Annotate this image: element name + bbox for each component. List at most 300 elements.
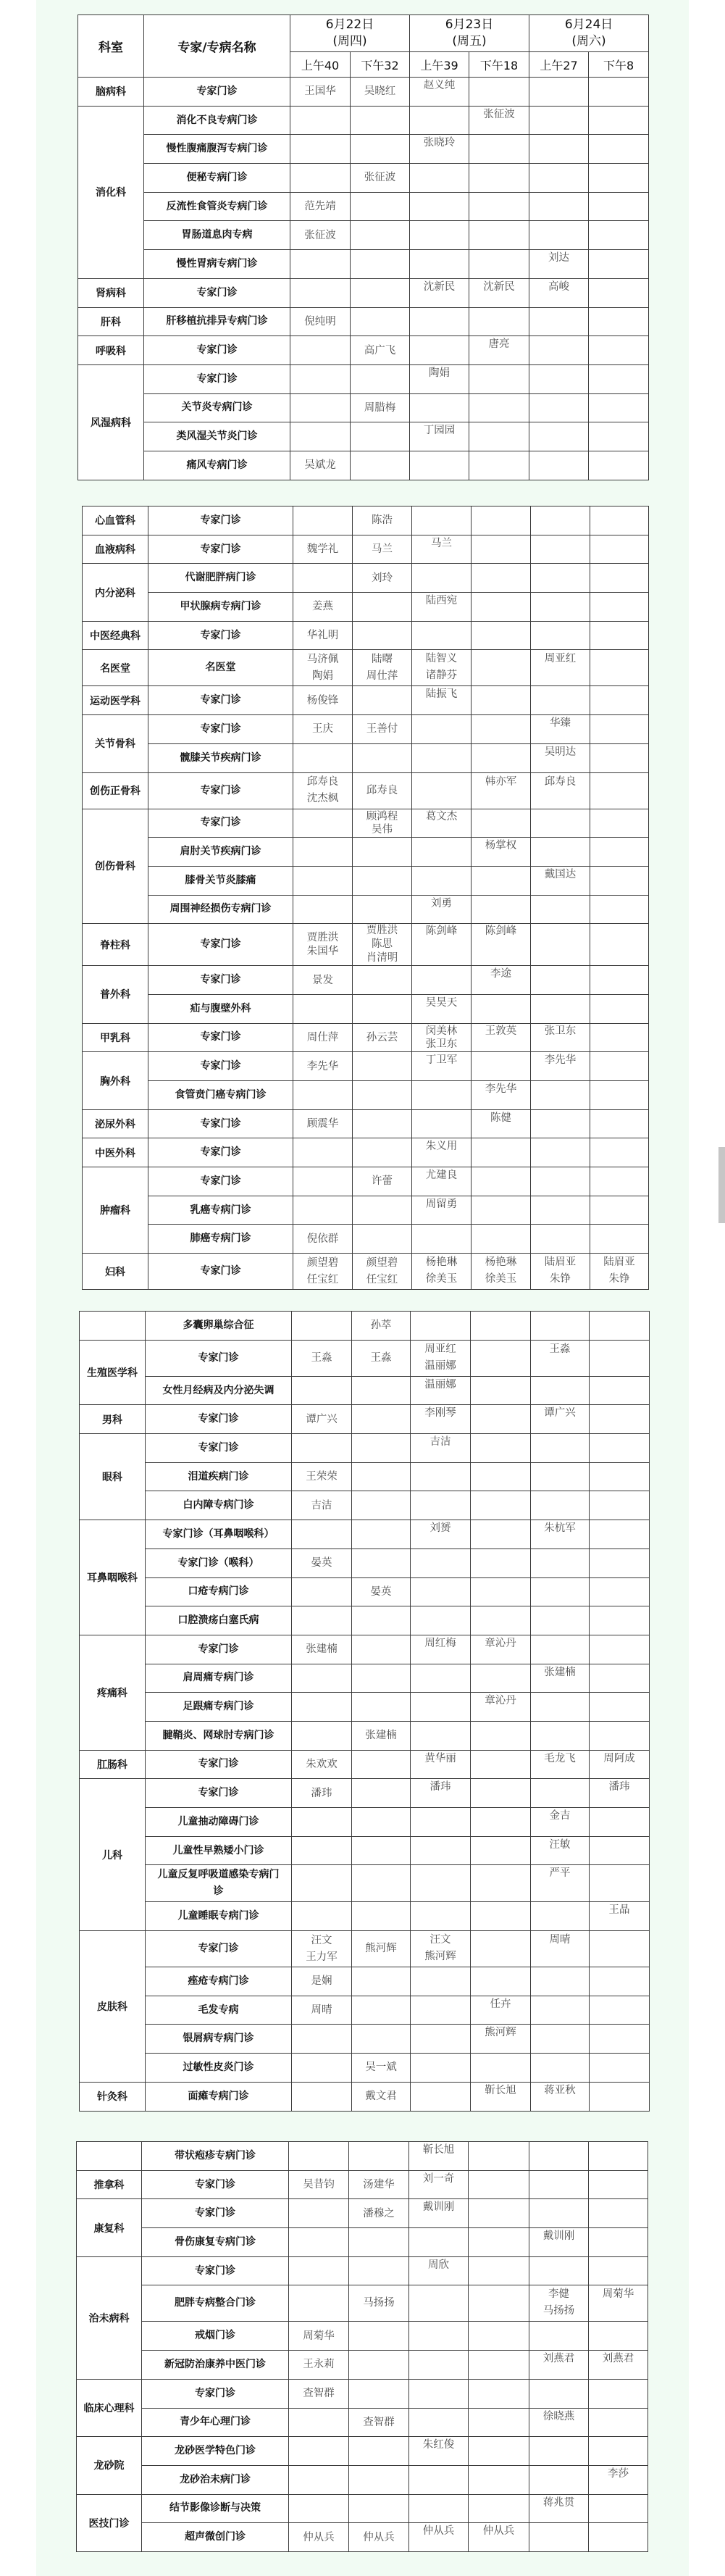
slot-sat-pm	[590, 1023, 649, 1052]
slot-fri-am	[412, 809, 472, 838]
slot-thu-pm	[351, 364, 410, 393]
table-row	[77, 2437, 648, 2466]
clinic-name-cell: 代谢肥胖病门诊	[148, 564, 293, 593]
slot-thu-am	[292, 1902, 352, 1931]
header-dept: 科室	[78, 15, 144, 78]
slot-sat-am	[529, 364, 589, 393]
slot-thu-pm	[353, 1196, 412, 1225]
clinic-name-cell: 慢性腹痛腹泻专病门诊	[144, 135, 290, 164]
clinic-name-cell: 专家门诊	[148, 1138, 293, 1167]
doctor-name: 仲从兵	[422, 2525, 455, 2538]
doctor-name: 丁卫军	[425, 1054, 458, 1067]
table-row	[83, 621, 649, 650]
schedule-block-4	[76, 2141, 648, 2552]
table-row	[78, 451, 649, 480]
slot-sat-pm	[590, 1225, 649, 1254]
slot-fri-am	[412, 895, 472, 924]
doctor-name: 晏英	[311, 1557, 332, 1570]
doctor-name: 顾震华	[306, 1118, 339, 1130]
doctor-name: 孙萃	[370, 1320, 392, 1332]
slot-sat-pm	[590, 1254, 649, 1290]
doctor-name: 闵美林	[425, 1025, 458, 1037]
doctor-name: 吴斌龙	[304, 459, 336, 472]
slot-thu-am	[289, 2170, 349, 2199]
clinic-name-cell: 新冠防治康养中医门诊	[142, 2351, 289, 2380]
table-row	[80, 1693, 650, 1722]
doctor-name: 徐晓燕	[542, 2410, 575, 2422]
slot-fri-pm	[472, 866, 531, 895]
slot-sat-pm	[589, 278, 649, 307]
slot-thu-am	[293, 715, 353, 744]
slot-fri-pm	[472, 621, 531, 650]
dept-cell: 血液病科	[83, 535, 148, 564]
dept-cell: 男科	[80, 1405, 146, 1434]
doctor-name: 陈剑峰	[425, 925, 458, 938]
slot-sat-pm	[590, 1635, 650, 1664]
doctor-name: 范先靖	[304, 201, 336, 213]
slot-thu-pm	[349, 2465, 409, 2494]
slot-sat-pm	[590, 1693, 650, 1722]
schedule-block-3	[79, 1311, 649, 2112]
slot-sat-am	[531, 621, 590, 650]
slot-thu-am	[293, 838, 353, 867]
slot-sat-am	[531, 1931, 590, 1967]
dept-cell: 针灸科	[80, 2082, 146, 2111]
slot-thu-pm	[351, 393, 410, 422]
doctor-name: 陶娟	[429, 367, 450, 379]
doctor-name: 周晴	[549, 1934, 571, 1946]
doctor-name: 潘玮	[311, 1787, 332, 1799]
clinic-name-cell: 毛发专病	[146, 1996, 292, 2025]
slot-sat-am	[529, 2228, 589, 2257]
slot-sat-pm	[590, 743, 649, 772]
dept-cell: 治未病科	[77, 2256, 142, 2379]
slot-sat-am	[531, 1635, 590, 1664]
slot-fri-am	[411, 1967, 471, 1996]
header-sat-pm: 下午8	[589, 52, 649, 78]
clinic-name-cell: 结节影像诊断与决策	[142, 2494, 289, 2523]
clinic-name-cell: 专家门诊	[142, 2199, 289, 2228]
slot-sat-am	[531, 1606, 590, 1635]
doctor-name: 张卫东	[425, 1038, 458, 1050]
slot-sat-pm	[590, 1548, 650, 1577]
slot-thu-am	[290, 164, 351, 193]
slot-fri-pm	[472, 743, 531, 772]
dept-cell: 生殖医学科	[80, 1340, 146, 1405]
table-row	[80, 1996, 650, 2025]
slot-fri-pm	[472, 895, 531, 924]
slot-sat-am	[529, 2523, 589, 2552]
dept-cell: 肾病科	[78, 278, 144, 307]
table-row	[83, 715, 649, 744]
slot-fri-am	[409, 2523, 469, 2552]
table-row	[83, 924, 649, 966]
slot-thu-am	[290, 364, 351, 393]
doctor-name: 周晴	[311, 2004, 332, 2017]
doctor-name: 汪文	[311, 1934, 332, 1946]
doctor-name: 王淼	[311, 1351, 332, 1364]
table-row	[83, 1023, 649, 1052]
slot-sat-am	[529, 2322, 589, 2351]
doctor-name: 潘穆之	[363, 2207, 395, 2219]
slot-thu-pm	[351, 451, 410, 480]
doctor-name: 马扬扬	[542, 2305, 575, 2317]
slot-thu-pm	[352, 1312, 411, 1341]
scrollbar-thumb[interactable]	[718, 1147, 725, 1223]
slot-fri-pm	[469, 2408, 529, 2437]
slot-sat-pm	[589, 106, 649, 135]
clinic-name-cell: 面瘫专病门诊	[146, 2082, 292, 2111]
slot-thu-pm	[352, 1721, 411, 1750]
doctor-name: 顾鸿程	[366, 810, 398, 822]
slot-sat-pm	[590, 1606, 650, 1635]
clinic-name-cell: 肩肘关节疾病门诊	[148, 838, 293, 867]
slot-thu-pm	[353, 686, 412, 715]
doctor-name: 孙云芸	[366, 1031, 398, 1043]
slot-sat-pm	[590, 966, 649, 995]
slot-fri-pm	[471, 2054, 531, 2083]
doctor-name: 谭广兴	[544, 1407, 576, 1420]
doctor-name: 靳长旭	[422, 2144, 455, 2156]
table-row	[80, 1376, 650, 1405]
slot-thu-pm	[352, 1836, 411, 1865]
slot-thu-am	[289, 2142, 349, 2171]
slot-thu-am	[290, 422, 351, 451]
table-row	[83, 507, 649, 535]
slot-fri-am	[412, 1138, 472, 1167]
slot-fri-am	[409, 2351, 469, 2380]
clinic-name-cell: 专家门诊	[146, 1779, 292, 1808]
slot-thu-am	[292, 1434, 352, 1463]
dept-cell: 肛肠科	[80, 1750, 146, 1779]
clinic-name-cell: 肺癌专病门诊	[148, 1225, 293, 1254]
doctor-name: 仲从兵	[363, 2531, 395, 2543]
doctor-name: 张晓玲	[423, 137, 456, 149]
clinic-name-cell: 专家门诊	[148, 966, 293, 995]
table-row	[77, 2523, 648, 2552]
doctor-name: 查智群	[363, 2416, 395, 2428]
slot-thu-pm	[352, 1520, 411, 1549]
slot-fri-am	[412, 507, 472, 535]
doctor-name: 吴昊天	[425, 996, 458, 1009]
clinic-name-cell: 便秘专病门诊	[144, 164, 290, 193]
slot-sat-am	[531, 1520, 590, 1549]
slot-fri-pm	[472, 1196, 531, 1225]
doctor-name: 王永莉	[303, 2359, 335, 2371]
slot-thu-pm	[352, 1606, 411, 1635]
slot-fri-am	[410, 278, 469, 307]
slot-fri-pm	[471, 1779, 531, 1808]
slot-fri-pm	[471, 1405, 531, 1434]
slot-thu-am	[292, 2025, 352, 2054]
slot-thu-pm	[353, 1023, 412, 1052]
dept-cell: 名医堂	[83, 650, 148, 686]
slot-sat-am	[531, 507, 590, 535]
slot-thu-pm	[349, 2199, 409, 2228]
slot-sat-pm	[590, 1196, 649, 1225]
slot-fri-am	[410, 422, 469, 451]
doctor-name: 沈杰枫	[306, 793, 339, 804]
slot-thu-am	[293, 1167, 353, 1196]
slot-fri-am	[411, 1376, 471, 1405]
slot-fri-pm	[471, 1491, 531, 1520]
slot-sat-pm	[590, 1836, 650, 1865]
slot-fri-am	[409, 2228, 469, 2257]
slot-thu-pm	[353, 743, 412, 772]
clinic-name-cell: 专家门诊	[148, 507, 293, 535]
slot-sat-am	[529, 2256, 589, 2285]
slot-fri-pm	[471, 1376, 531, 1405]
slot-sat-pm	[589, 78, 649, 107]
slot-sat-am	[531, 1254, 590, 1290]
slot-thu-am	[292, 1520, 352, 1549]
doctor-name: 温丽娜	[424, 1378, 456, 1391]
slot-thu-am	[293, 1196, 353, 1225]
table-row	[80, 1462, 650, 1491]
dept-cell: 内分泌科	[83, 564, 148, 621]
doctor-name: 倪依群	[306, 1233, 339, 1245]
doctor-name: 熊河辉	[365, 1943, 397, 1955]
slot-fri-pm	[471, 1902, 531, 1931]
dept-cell: 龙砂院	[77, 2437, 142, 2494]
slot-thu-pm	[352, 1750, 411, 1779]
slot-sat-am	[529, 2199, 589, 2228]
slot-thu-am	[293, 593, 353, 622]
slot-thu-am	[293, 866, 353, 895]
slot-thu-am	[290, 78, 351, 107]
slot-fri-am	[412, 1052, 472, 1081]
clinic-name-cell: 专家门诊	[146, 1405, 292, 1434]
slot-sat-am	[529, 451, 589, 480]
slot-sat-pm	[590, 838, 649, 867]
clinic-name-cell: 口疮专病门诊	[146, 1577, 292, 1606]
slot-thu-am	[293, 1109, 353, 1138]
doctor-name: 刘一奇	[422, 2172, 455, 2185]
slot-fri-am	[409, 2437, 469, 2466]
slot-thu-pm	[353, 593, 412, 622]
slot-fri-pm	[469, 2465, 529, 2494]
clinic-name-cell: 肥胖专病整合门诊	[142, 2285, 289, 2322]
slot-sat-pm	[590, 1865, 650, 1902]
slot-sat-pm	[590, 772, 649, 809]
slot-fri-am	[411, 1491, 471, 1520]
slot-fri-pm	[471, 1606, 531, 1635]
slot-sat-pm	[589, 192, 649, 221]
table-row	[80, 1779, 650, 1808]
slot-fri-pm	[471, 1434, 531, 1463]
slot-thu-am	[292, 1312, 352, 1341]
slot-sat-pm	[590, 1081, 649, 1110]
slot-fri-am	[410, 221, 469, 250]
slot-sat-am	[531, 1577, 590, 1606]
doctor-name: 黄华丽	[424, 1752, 456, 1764]
table-row	[77, 2285, 648, 2322]
slot-thu-pm	[353, 507, 412, 535]
doctor-name: 周仕萍	[366, 670, 398, 682]
doctor-name: 杨艳琳	[425, 1256, 458, 1269]
slot-sat-pm	[589, 307, 649, 336]
slot-fri-pm	[469, 2256, 529, 2285]
slot-sat-am	[531, 1376, 590, 1405]
clinic-name-cell: 儿童抽动障碍门诊	[146, 1808, 292, 1837]
slot-thu-am	[293, 1052, 353, 1081]
slot-thu-am	[292, 1779, 352, 1808]
doctor-name: 熊河辉	[485, 2027, 516, 2039]
slot-fri-am	[411, 1577, 471, 1606]
slot-thu-am	[292, 1865, 352, 1902]
doctor-name: 贾胜洪	[306, 931, 339, 943]
slot-fri-am	[410, 451, 469, 480]
doctor-name: 任卉	[490, 1998, 511, 2010]
slot-fri-pm	[472, 994, 531, 1023]
table-row	[78, 307, 649, 336]
doctor-name: 刘燕君	[542, 2353, 575, 2365]
slot-fri-am	[411, 1606, 471, 1635]
slot-sat-am	[529, 278, 589, 307]
header-fri-am: 上午39	[410, 52, 469, 78]
slot-fri-am	[411, 2054, 471, 2083]
slot-fri-am	[410, 336, 469, 365]
doctor-name: 朱国华	[306, 945, 339, 957]
slot-sat-am	[531, 686, 590, 715]
clinic-name-cell: 专家门诊	[148, 924, 293, 966]
dept-cell	[80, 1312, 146, 1341]
slot-fri-pm	[469, 2228, 529, 2257]
doctor-name: 颜望碧	[366, 1256, 398, 1269]
slot-sat-am	[531, 743, 590, 772]
slot-fri-am	[412, 535, 472, 564]
doctor-name: 王荣荣	[306, 1471, 338, 1483]
dept-cell: 推拿科	[77, 2170, 142, 2199]
doctor-name: 吴昔钧	[303, 2179, 335, 2191]
table-row	[80, 1750, 650, 1779]
clinic-name-cell: 专家门诊	[142, 2170, 289, 2199]
slot-fri-pm	[469, 364, 529, 393]
doctor-name: 许蕾	[372, 1175, 393, 1188]
slot-thu-pm	[353, 1081, 412, 1110]
doctor-name: 刘玲	[372, 572, 393, 584]
dept-cell: 肿瘤科	[83, 1167, 148, 1254]
slot-thu-pm	[351, 336, 410, 365]
clinic-name-cell: 龙砂治未病门诊	[142, 2465, 289, 2494]
table-row	[80, 1312, 650, 1341]
table-body	[78, 78, 649, 480]
slot-fri-pm	[469, 2199, 529, 2228]
slot-thu-pm	[353, 621, 412, 650]
table-body	[83, 507, 649, 1290]
slot-sat-am	[531, 1808, 590, 1837]
dept-cell: 医技门诊	[77, 2494, 142, 2551]
doctor-name: 是娴	[311, 1975, 332, 1988]
clinic-name-cell: 痤疮专病门诊	[146, 1967, 292, 1996]
slot-thu-pm	[352, 1577, 411, 1606]
doctor-name: 刘达	[548, 252, 570, 264]
slot-fri-am	[412, 1167, 472, 1196]
doctor-name: 吴伟	[372, 823, 393, 835]
doctor-name: 赵义纯	[423, 80, 456, 91]
doctor-name: 周红梅	[424, 1637, 456, 1649]
slot-sat-am	[531, 1052, 590, 1081]
slot-sat-pm	[590, 593, 649, 622]
clinic-name-cell: 肝移植抗排异专病门诊	[144, 307, 290, 336]
slot-sat-am	[529, 2285, 589, 2322]
slot-thu-pm	[352, 1931, 411, 1967]
doctor-name: 杨掌权	[485, 840, 517, 852]
clinic-name-cell: 消化不良专病门诊	[144, 106, 290, 135]
slot-sat-am	[531, 1405, 590, 1434]
clinic-name-cell: 口腔溃疡白塞氏病	[146, 1606, 292, 1635]
slot-thu-pm	[353, 866, 412, 895]
slot-fri-pm	[472, 966, 531, 995]
slot-fri-am	[410, 135, 469, 164]
slot-fri-pm	[472, 1023, 531, 1052]
slot-fri-pm	[469, 2170, 529, 2199]
slot-sat-pm	[590, 809, 649, 838]
slot-fri-am	[409, 2408, 469, 2437]
table-row	[80, 1340, 650, 1376]
table-row	[83, 866, 649, 895]
slot-sat-am	[529, 2351, 589, 2380]
table-row	[80, 1808, 650, 1837]
slot-sat-pm	[590, 715, 649, 744]
dept-cell: 皮肤科	[80, 1931, 146, 2083]
doctor-name: 任宝红	[306, 1273, 339, 1285]
slot-thu-pm	[353, 966, 412, 995]
schedule-table	[76, 2141, 648, 2552]
clinic-name-cell: 专家门诊	[148, 772, 293, 809]
slot-fri-pm	[469, 2494, 529, 2523]
clinic-name-cell: 超声微创门诊	[142, 2523, 289, 2552]
slot-thu-pm	[351, 221, 410, 250]
doctor-name: 温丽娜	[424, 1359, 456, 1372]
slot-fri-pm	[472, 593, 531, 622]
slot-thu-pm	[352, 1434, 411, 1463]
slot-sat-pm	[589, 2379, 648, 2408]
slot-sat-pm	[589, 2142, 648, 2171]
doctor-name: 华礼明	[306, 630, 339, 642]
slot-sat-pm	[589, 2256, 648, 2285]
slot-sat-am	[531, 1779, 590, 1808]
slot-sat-am	[531, 924, 590, 966]
slot-thu-pm	[353, 1109, 412, 1138]
doctor-name: 周欣	[428, 2259, 449, 2271]
slot-thu-am	[290, 135, 351, 164]
slot-sat-pm	[589, 422, 649, 451]
slot-fri-pm	[472, 507, 531, 535]
doctor-name: 潘玮	[608, 1781, 630, 1793]
slot-fri-am	[412, 772, 472, 809]
slot-sat-pm	[590, 1405, 650, 1434]
slot-sat-pm	[590, 866, 649, 895]
table-row	[83, 838, 649, 867]
table-row	[80, 1577, 650, 1606]
doctor-name: 吴晓红	[364, 86, 396, 98]
clinic-name-cell: 专家门诊	[148, 715, 293, 744]
slot-thu-am	[292, 2054, 352, 2083]
table-row	[78, 164, 649, 193]
doctor-name: 马济佩	[306, 653, 339, 665]
doctor-name: 王力军	[306, 1951, 338, 1963]
slot-fri-pm	[469, 422, 529, 451]
slot-fri-am	[412, 564, 472, 593]
doctor-name: 朱铮	[608, 1273, 630, 1285]
table-row	[80, 1491, 650, 1520]
slot-fri-am	[409, 2199, 469, 2228]
slot-thu-am	[293, 994, 353, 1023]
doctor-name: 陈健	[490, 1112, 511, 1124]
doctor-name: 吴一斌	[365, 2062, 397, 2074]
doctor-name: 吴明达	[544, 746, 577, 758]
